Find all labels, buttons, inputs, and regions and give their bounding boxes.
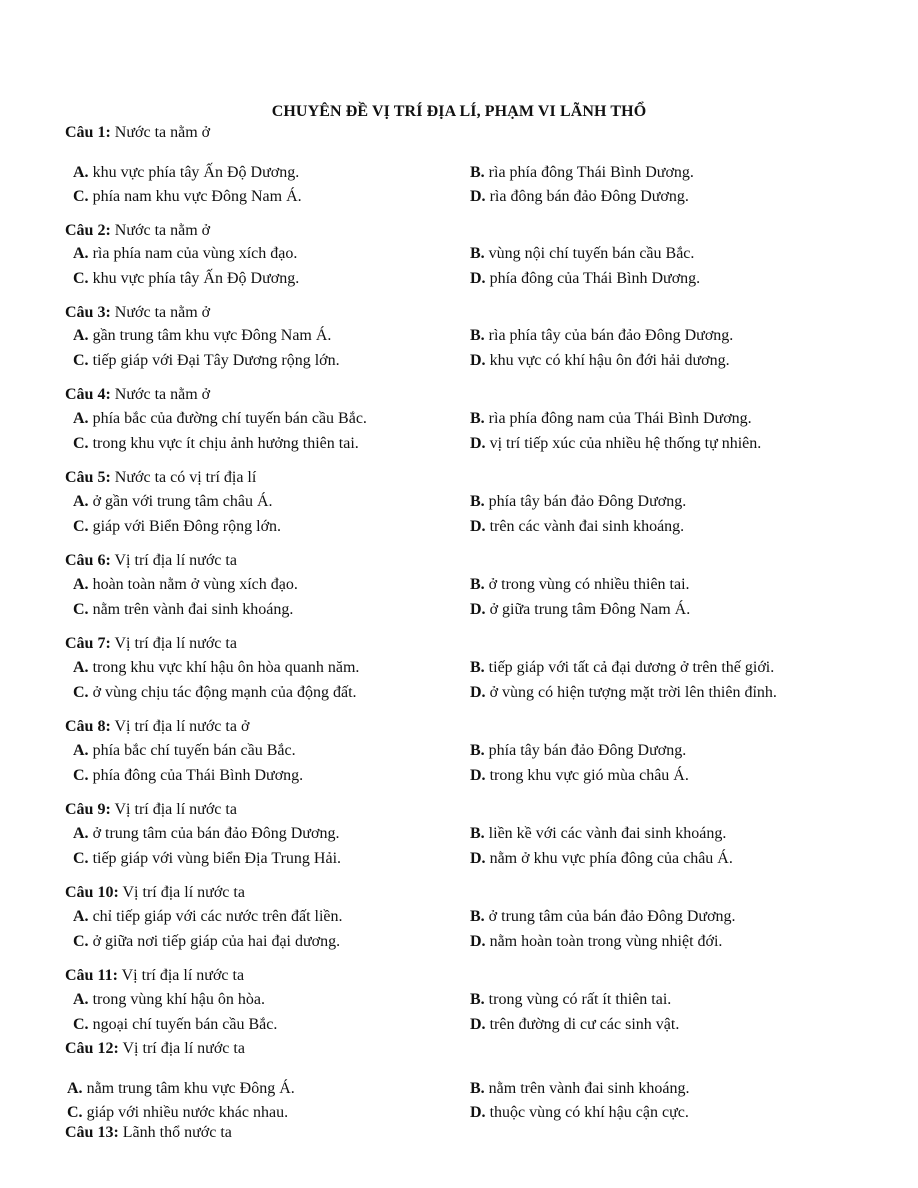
answer-option-a [67,1080,295,1098]
option-letter: C. [73,601,89,618]
question-label [65,718,249,736]
option-text: trong khu vực khí hậu ôn hòa quanh năm. [92,659,360,676]
answer-option-a [73,991,265,1009]
question-stem: Vị trí địa lí nước ta [114,552,237,569]
option-text: ở giữa trung tâm Đông Nam Á. [489,601,691,618]
option-text: giáp với nhiều nước khác nhau. [86,1104,289,1121]
option-text: phía đông của Thái Bình Dương. [489,270,701,287]
question-label [65,552,237,570]
question-number: Câu 1: [65,124,111,141]
answer-option-c [73,850,341,868]
option-letter: C. [73,933,89,950]
question-label [65,469,256,487]
option-letter: A. [73,908,89,925]
answer-option-d [470,518,684,536]
option-letter: A. [73,327,89,344]
option-text: nằm trung tâm khu vực Đông Á. [86,1080,295,1097]
answer-option-b [470,493,686,511]
question-label [65,1124,232,1142]
option-letter: A. [73,659,89,676]
option-text: khu vực phía tây Ấn Độ Dương. [92,164,300,181]
option-text: nằm ở khu vực phía đông của châu Á. [489,850,733,867]
option-letter: D. [470,601,486,618]
question-stem: Vị trí địa lí nước ta [122,1040,245,1057]
option-text: ở trung tâm của bán đảo Đông Dương. [92,825,340,842]
option-text: phía bắc của đường chí tuyến bán cầu Bắc. [92,410,367,427]
answer-option-a [73,493,273,511]
answer-option-c [73,1016,277,1034]
question-stem: Nước ta có vị trí địa lí [114,469,257,486]
answer-option-b [470,825,726,843]
answer-option-a [73,164,299,182]
option-letter: C. [67,1104,83,1121]
answer-option-a [73,659,359,677]
question-stem: Nước ta nằm ở [114,124,211,141]
option-text: ở trong vùng có nhiều thiên tai. [488,576,690,593]
option-letter: C. [73,767,89,784]
option-text: ở giữa nơi tiếp giáp của hai đại dương. [92,933,341,950]
option-text: rìa phía tây của bán đảo Đông Dương. [488,327,734,344]
option-text: phía đông của Thái Bình Dương. [92,767,304,784]
answer-option-c [67,1104,288,1122]
option-letter: B. [470,576,485,593]
option-letter: A. [73,245,89,262]
option-text: rìa phía đông nam của Thái Bình Dương. [488,410,752,427]
answer-option-d [470,933,722,951]
option-letter: C. [73,518,89,535]
question-stem: Lãnh thổ nước ta [122,1124,232,1141]
option-text: rìa đông bán đảo Đông Dương. [489,188,689,205]
question-number: Câu 2: [65,222,111,239]
answer-option-d [470,188,689,206]
answer-option-c [73,933,340,951]
option-letter: C. [73,270,89,287]
option-text: trong khu vực ít chịu ảnh hưởng thiên tai. [92,435,359,452]
option-letter: B. [470,908,485,925]
answer-option-b [470,576,690,594]
question-stem: Vị trí địa lí nước ta [114,801,237,818]
answer-option-d [470,270,700,288]
option-letter: C. [73,1016,89,1033]
question-stem: Nước ta nằm ở [114,222,211,239]
question-stem: Vị trí địa lí nước ta [121,967,245,984]
option-letter: D. [470,188,486,205]
option-text: giáp với Biển Đông rộng lớn. [92,518,282,535]
answer-option-c [73,767,303,785]
option-letter: D. [470,767,486,784]
answer-option-b [470,1080,690,1098]
option-text: liền kề với các vành đai sinh khoáng. [488,825,727,842]
option-letter: A. [73,493,89,510]
answer-option-c [73,518,281,536]
answer-option-a [73,825,339,843]
question-stem: Vị trí địa lí nước ta ở [114,718,250,735]
option-letter: D. [470,518,486,535]
option-text: nằm hoàn toàn trong vùng nhiệt đới. [489,933,723,950]
option-letter: A. [73,825,89,842]
option-letter: D. [470,435,486,452]
answer-option-b [470,991,671,1009]
answer-option-d [470,850,733,868]
option-text: tiếp giáp với tất cả đại dương ở trên thế giới. [488,659,775,676]
answer-option-c [73,270,299,288]
question-label [65,801,237,819]
answer-option-a [73,410,367,428]
option-letter: A. [73,410,89,427]
question-label [65,967,244,985]
question-number: Câu 3: [65,304,111,321]
option-text: rìa phía nam của vùng xích đạo. [92,245,298,262]
answer-option-d [470,684,777,702]
question-number: Câu 5: [65,469,111,486]
question-label [65,884,245,902]
option-text: ở vùng chịu tác động mạnh của động đất. [92,684,357,701]
answer-option-a [73,327,331,345]
question-stem: Vị trí địa lí nước ta [114,635,237,652]
option-text: tiếp giáp với vùng biển Địa Trung Hải. [92,850,342,867]
question-number: Câu 13: [65,1124,119,1141]
option-letter: A. [73,576,89,593]
answer-option-c [73,601,293,619]
answer-option-d [470,767,689,785]
option-text: ngoại chí tuyến bán cầu Bắc. [92,1016,278,1033]
option-text: ở trung tâm của bán đảo Đông Dương. [488,908,736,925]
answer-option-c [73,435,359,453]
question-label [65,124,210,142]
option-letter: B. [470,1080,485,1097]
answer-option-d [470,435,761,453]
option-text: phía tây bán đảo Đông Dương. [488,493,687,510]
option-text: thuộc vùng có khí hậu cận cực. [489,1104,689,1121]
option-letter: B. [470,493,485,510]
option-letter: B. [470,742,485,759]
option-text: chỉ tiếp giáp với các nước trên đất liền. [92,908,343,925]
option-letter: A. [73,164,89,181]
option-text: nằm trên vành đai sinh khoáng. [488,1080,690,1097]
option-letter: B. [470,327,485,344]
option-letter: D. [470,933,486,950]
answer-option-b [470,410,752,428]
option-text: vùng nội chí tuyến bán cầu Bắc. [488,245,695,262]
answer-option-b [470,908,736,926]
option-letter: B. [470,410,485,427]
option-text: gần trung tâm khu vực Đông Nam Á. [92,327,332,344]
answer-option-a [73,908,343,926]
option-letter: C. [73,352,89,369]
question-stem: Vị trí địa lí nước ta [122,884,245,901]
answer-option-c [73,352,340,370]
option-letter: C. [73,850,89,867]
question-number: Câu 9: [65,801,111,818]
question-number: Câu 4: [65,386,111,403]
answer-option-a [73,576,298,594]
option-text: phía nam khu vực Đông Nam Á. [92,188,302,205]
option-text: khu vực phía tây Ấn Độ Dương. [92,270,300,287]
option-letter: A. [73,742,89,759]
answer-option-b [470,245,694,263]
question-number: Câu 11: [65,967,118,984]
question-label [65,1040,245,1058]
answer-option-a [73,742,296,760]
option-text: trong khu vực gió mùa châu Á. [489,767,689,784]
option-letter: B. [470,245,485,262]
question-stem: Nước ta nằm ở [114,386,211,403]
question-label [65,222,210,240]
option-text: trên đường di cư các sinh vật. [489,1016,680,1033]
answer-option-c [73,684,357,702]
answer-option-d [470,352,730,370]
question-number: Câu 12: [65,1040,119,1057]
answer-option-b [470,659,774,677]
option-letter: B. [470,164,485,181]
option-letter: D. [470,352,486,369]
option-text: khu vực có khí hậu ôn đới hải dương. [489,352,730,369]
option-letter: C. [73,435,89,452]
answer-option-c [73,188,302,206]
option-text: tiếp giáp với Đại Tây Dương rộng lớn. [92,352,340,369]
question-label [65,386,210,404]
option-text: ở gần với trung tâm châu Á. [92,493,273,510]
option-letter: B. [470,659,485,676]
option-letter: C. [73,188,89,205]
answer-option-b [470,164,694,182]
question-label [65,304,210,322]
option-text: nằm trên vành đai sinh khoáng. [92,601,294,618]
question-number: Câu 10: [65,884,119,901]
answer-option-a [73,245,297,263]
option-letter: A. [73,991,89,1008]
option-text: trên các vành đai sinh khoáng. [489,518,685,535]
answer-option-b [470,327,733,345]
question-label [65,635,237,653]
answer-option-d [470,601,690,619]
question-number: Câu 8: [65,718,111,735]
question-number: Câu 7: [65,635,111,652]
option-letter: D. [470,1104,486,1121]
option-text: ở vùng có hiện tượng mặt trời lên thiên đỉnh. [489,684,777,701]
option-letter: D. [470,1016,486,1033]
page-title: CHUYÊN ĐỀ VỊ TRÍ ĐỊA LÍ, PHẠM VI LÃNH THỔ [271,103,647,120]
question-number: Câu 6: [65,552,111,569]
option-letter: A. [67,1080,83,1097]
option-text: hoàn toàn nằm ở vùng xích đạo. [92,576,298,593]
answer-option-b [470,742,686,760]
answer-option-d [470,1104,689,1122]
option-text: phía tây bán đảo Đông Dương. [488,742,687,759]
question-stem: Nước ta nằm ở [114,304,211,321]
option-text: rìa phía đông Thái Bình Dương. [488,164,694,181]
option-text: phía bắc chí tuyến bán cầu Bắc. [92,742,296,759]
option-letter: B. [470,991,485,1008]
option-letter: C. [73,684,89,701]
option-text: trong vùng khí hậu ôn hòa. [92,991,265,1008]
option-letter: D. [470,684,486,701]
option-text: vị trí tiếp xúc của nhiều hệ thống tự nhiên. [489,435,762,452]
option-letter: B. [470,825,485,842]
option-letter: D. [470,850,486,867]
answer-option-d [470,1016,679,1034]
option-letter: D. [470,270,486,287]
option-text: trong vùng có rất ít thiên tai. [488,991,672,1008]
